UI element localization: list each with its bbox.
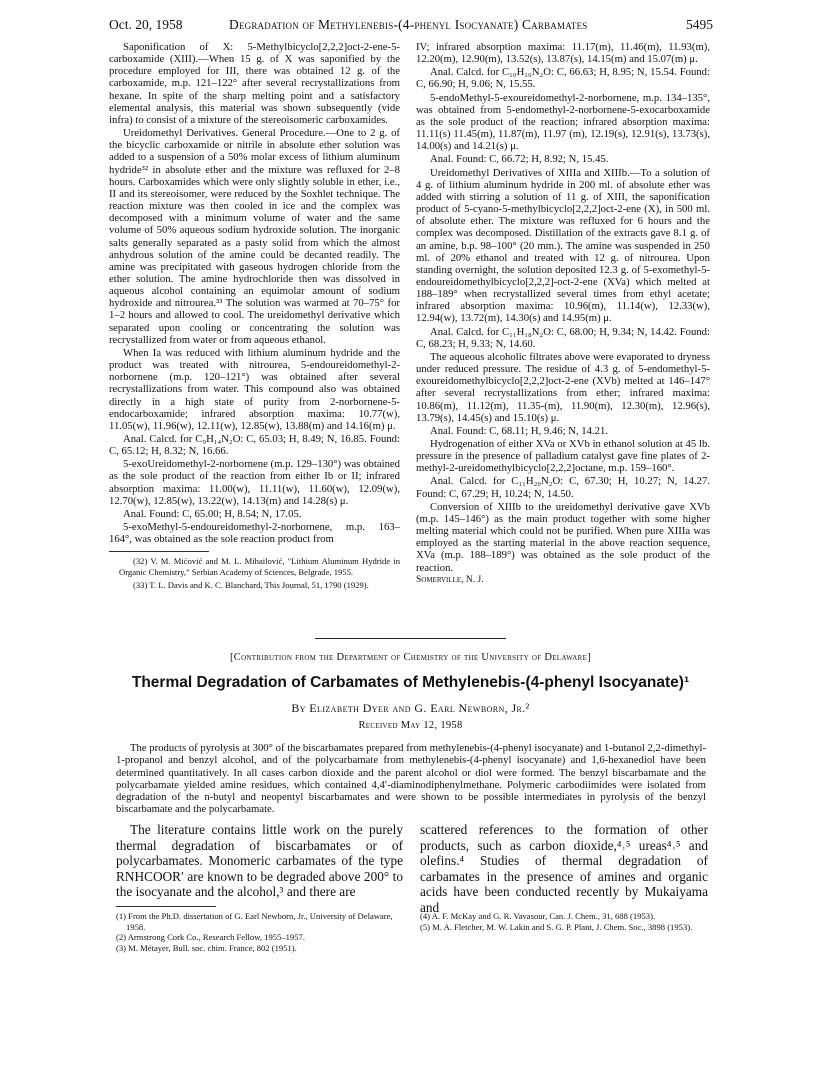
paragraph: 5-endoMethyl-5-exoureidomethyl-2-norbornene, m.p. 134–135°, was obtained from 5-endomethyl-2-norbornene-5-exocarboxamide as the sole product of the reaction; infrared absorption maxima: 11.11(s) 11.45(m), 11.87(m), 11.97 (m), 12.19(s), 12.91(s), 13.73(s), 14.00(s) and 14.21(s) μ. bbox=[416, 91, 710, 153]
analysis-line: Anal. Calcd. for C₁₁H₁₈N₂O: C, 68.00; H, 9.34; N, 14.42. Found: C, 68.23; H, 9.33; N, 14.60. bbox=[416, 325, 710, 350]
footnote: (5) M. A. Fletcher, M. W. Lakin and S. G. P. Plant, J. Chem. Soc., 3898 (1953). bbox=[420, 921, 693, 932]
location: Somerville, N. J. bbox=[416, 574, 484, 585]
analysis-line: Anal. Calcd. for C₉H₁₄N₂O: C, 65.03; H, 8.49; N, 16.85. Found: C, 65.12; H, 8.32; N, 16.66. bbox=[109, 433, 400, 458]
paragraph: scattered references to the formation of other products, such as carbon dioxide,⁴˒⁵ ureas⁴˒⁵ and olefins.⁴ Studies of thermal degradation of carbamates in the presence of amines and organic acids have been conducted recently by Mukaiyama and bbox=[420, 822, 708, 915]
analysis-line: Anal. Found: C, 68.11; H, 9.46; N, 14.21. bbox=[430, 424, 609, 437]
footnote: (3) M. Métayer, Bull. soc. chim. France, 802 (1951). bbox=[116, 942, 297, 953]
article-title: Thermal Degradation of Carbamates of Methylenebis-(4-phenyl Isocyanate)¹ bbox=[131, 674, 690, 691]
paragraph: Conversion of XIIIb to the ureidomethyl derivative gave XVb (m.p. 145–146°) as the main product together with some higher melting material which could not be purified. When pure XIIIa was employed as the starting material in the above reaction sequence, XVa (m.p. 188–189°) was obtained as the sole product of the reaction. bbox=[416, 500, 710, 574]
running-title: Degradation of Methylenebis-(4-phenyl Isocyanate) Carbamates bbox=[229, 17, 588, 32]
footnote-divider bbox=[109, 551, 209, 552]
page-header bbox=[109, 17, 713, 35]
paragraph: The aqueous alcoholic filtrates above were evaporated to dryness under reduced pressure. The residue of 4.3 g. of 5-endomethyl-5-exoureidomethylbicyclo[2,2,2]oct-2-ene (XVb) melted at 146–147° after several recrystallizations from ether; infrared maxima: 10.86(m), 11.12(m), 11.35-(m), 11.90(m), 12.30(m), 12.96(s), 13.79(s), 14.45(s) and 15.10(s) μ. bbox=[416, 350, 710, 424]
paragraph: 5-exoUreidomethyl-2-norbornene (m.p. 129–130°) was obtained as the sole product of the reaction from either Ib or II; infrared absorption maxima: 11.00(w), 11.11(w), 11.60(w), 12.09(w), 12.70(w), 12.85(w), 13.22(w), 14.13(m) and 14.28(s) μ. bbox=[109, 458, 400, 507]
analysis-line: Anal. Calcd. for C₁₁H₂₀N₂O: C, 67.30; H, 10.27; N, 14.27. Found: C, 67.29; H, 10.24; N, 14.50. bbox=[416, 475, 710, 500]
footnote: (33) T. L. Davis and K. C. Blanchard, This Journal, 51, 1790 (1929). bbox=[133, 579, 369, 590]
footnote: (32) V. M. Mićović and M. L. Mihailović, "Lithium Aluminum Hydride in Organic Chemistry," Serbian Academy of Sciences, Belgrade, 1955. bbox=[119, 556, 400, 577]
paragraph: When Ia was reduced with lithium aluminum hydride and the product was treated with nitrourea, 5-endoureidomethyl-2-norbornene (m.p. 120–121°) was obtained after several recrystallizations from water. This compound also was obtained directly in a high state of purity from 2-norbornene-5-endocarboxamide; infrared absorption maxima: 10.77(w), 11.05(w), 11.96(w), 12.11(w), 12.85(w), 13.88(m) and 14.16(m) μ. bbox=[109, 346, 400, 432]
body-right-column bbox=[420, 822, 708, 915]
page-number: 5495 bbox=[686, 17, 713, 32]
issue-date: Oct. 20, 1958 bbox=[109, 17, 183, 32]
analysis-line: Anal. Found: C, 66.72; H, 8.92; N, 15.45. bbox=[430, 153, 609, 166]
footnote: (1) From the Ph.D. dissertation of G. Earl Newborn, Jr., University of Delaware, 1958. bbox=[116, 911, 393, 932]
abstract: The products of pyrolysis at 300° of the biscarbamates prepared from methylenebis-(4-phenyl isocyanate) and 1-butanol 2,2-dimethyl-1-propanol and benzyl alcohol, and of the polycarbamate from methylenebis-(4-phenyl isocyanate) and 1,6-hexanediol have been determined quantitatively. In all cases carbon dioxide and the parent alcohol or diol were formed. The benzyl biscarbamate and the polycarbamate yielded amine residues, which contained 4,4′-diaminodiphenylmethane. Polymeric carbodiimides were isolated from degradation of the n-butyl and neopentyl biscarbamates and were shown to be possible intermediates in pyrolysis of the benzyl biscarbamate and the polycarbamate. bbox=[116, 742, 706, 816]
received-date: Received May 12, 1958 bbox=[358, 720, 463, 731]
paragraph: Ureidomethyl Derivatives. General Procedure.—One to 2 g. of the bicyclic carboxamide or nitrile in absolute ether solution was added to a suspension of a 50% molar excess of lithium aluminum hydride³² in absolute ether and the mixture was refluxed for 2–8 hours. Carboxamides which were only slightly soluble in ether, i.e., II and its stereoisomer, were reduced by the Soxhlet technique. The reaction mixture was then cooled in ice and the complex was decomposed with a minimum volume of water and the same volume of 50% aqueous sodium hydroxide solution. The inorganic salts generally separated as a pasty solid from which the almost anhydrous solution of the amine could be decanted readily. The amine was precipitated with gaseous hydrogen chloride from the ether solution. The amine hydrochloride then was dissolved in aqueous alcohol containing an equimolar amount of sodium hydroxide and nitrourea.³³ The solution was warmed at 70–75° for 1–2 hours and allowed to cool. The ureidomethyl derivative which separated upon cooling or concentrating the solution was recrystallized from water or from aqueous ethanol. bbox=[109, 127, 400, 346]
contribution-line: [Contribution from the Department of Chemistry of the University of Delaware] bbox=[230, 652, 591, 663]
body-left-column bbox=[116, 822, 403, 900]
paragraph: The literature contains little work on the purely thermal degradation of biscarbamates or of polycarbamates. Monomeric carbamates of the type RNHCOOR′ are known to be degraded above 200° to the isocyanate and the alcohol,³ and there are bbox=[116, 822, 403, 899]
article-authors: By Elizabeth Dyer and G. Earl Newborn, Jr.² bbox=[291, 701, 530, 715]
paragraph: Ureidomethyl Derivatives of XIIIa and XIIIb.—To a solution of 4 g. of lithium aluminum hydride in 200 ml. of absolute ether was added with stirring a solution of 11 g. of XIII, the saponification product of 5-cyano-5-methylbicyclo[2,2,2]oct-2-ene (X), in 500 ml. of absolute ether. The mixture was refluxed for 6 hours and the complex was decomposed. Distillation of the extracts gave 8.1 g. of an amine, b.p. 98–100° (20 mm.). The amine was suspended in 250 ml. of 20% ethanol and treated with 12 g. of nitrourea. Upon standing overnight, the solution deposited 12.3 g. of 5-exomethyl-5-endoureidomethylbicyclo[2,2,2]-oct-2-ene (XVa) which melted at 188–189° when recrystallized several times from ethyl acetate; infrared absorption maxima: 10.96(m), 11.14(w), 12.33(w), 12.94(w), 13.72(m), 14.30(s) and 14.95(m) μ. bbox=[416, 166, 710, 325]
footnotes-left bbox=[116, 906, 403, 953]
footnotes-right bbox=[420, 906, 708, 932]
paragraph: 5-exoMethyl-5-endoureidomethyl-2-norbornene, m.p. 163–164°, was obtained as the sole reaction product from bbox=[109, 521, 400, 546]
footnote: (4) A. F. McKay and G. R. Vavasour, Can. J. Chem., 31, 688 (1953). bbox=[420, 911, 656, 921]
analysis-line: Anal. Calcd. for C₁₀H₁₆N₂O: C, 66.63; H, 8.95; N, 15.54. Found: C, 66.90; H, 9.06; N, 15.55. bbox=[416, 66, 710, 91]
paragraph: Saponification of X: 5-Methylbicyclo[2,2,2]oct-2-ene-5-carboxamide (XIII).—When 15 g. of X was saponified by the procedure employed for III, there was obtained 12 g. of the carboxamide, m.p. 121–122° after several recrystallizations from hexane. In spite of the sharp melting point and a satisfactory elemental analysis, this material was shown subsequently (vide infra) to consist of a mixture of the stereoisomeric carboxamides. bbox=[109, 41, 400, 126]
left-column bbox=[109, 41, 400, 590]
footnote: (2) Armstrong Cork Co., Research Fellow, 1955–1957. bbox=[116, 932, 305, 943]
right-column bbox=[416, 41, 710, 586]
footnote-divider bbox=[116, 906, 216, 907]
paragraph: Hydrogenation of either XVa or XVb in ethanol solution at 45 lb. pressure in the presence of palladium catalyst gave fine plates of 2-methyl-2-ureidomethylbicyclo[2,2,2]octane, m.p. 159–160°. bbox=[416, 438, 710, 475]
article-separator bbox=[315, 638, 506, 639]
analysis-line: Anal. Found: C, 65.00; H, 8.54; N, 17.05. bbox=[123, 507, 302, 520]
paragraph: IV; infrared absorption maxima: 11.17(m), 11.46(m), 11.93(m), 12.20(m), 12.90(m), 13.52(s), 13.87(s), 14.15(m) and 15.07(m) μ. bbox=[416, 41, 710, 66]
